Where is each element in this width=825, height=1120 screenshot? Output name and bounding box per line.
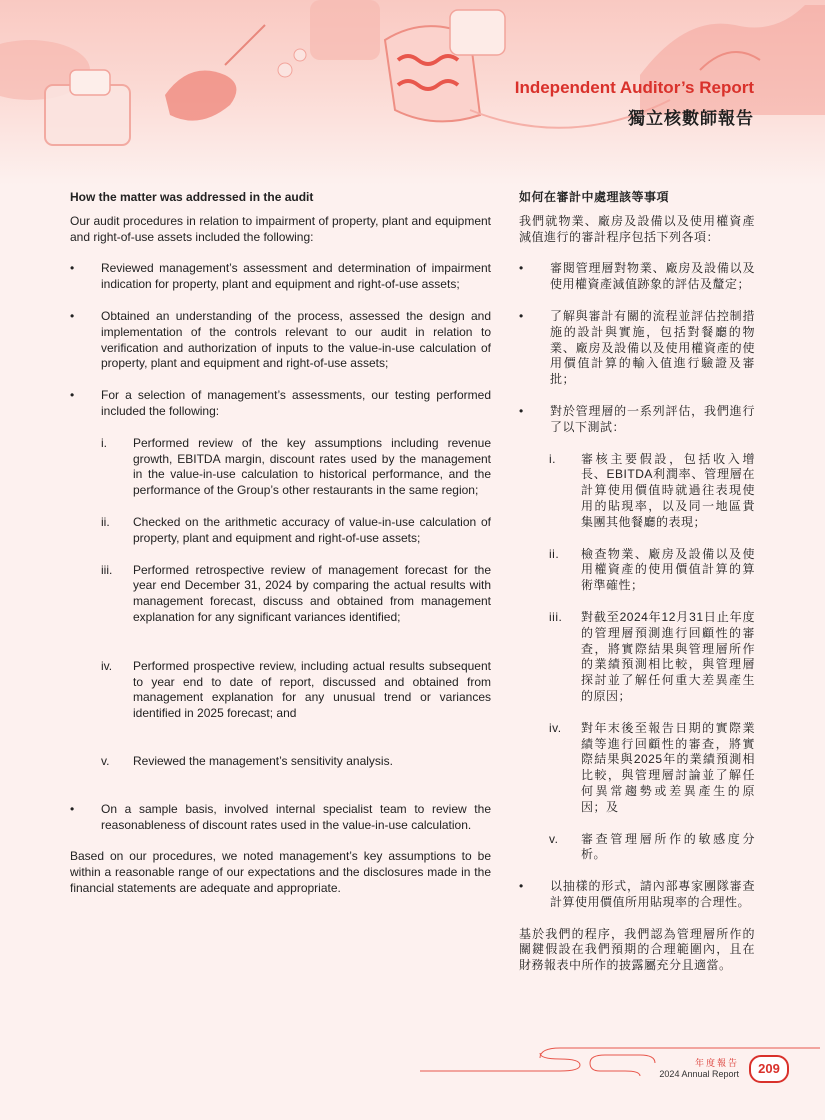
sub-item-number: i. xyxy=(101,435,107,450)
section-heading-zh: 如何在審計中處理該等事項 xyxy=(519,190,670,204)
sub-item-number: v. xyxy=(549,831,559,846)
intro-paragraph-en: Our audit procedures in relation to impairment of property, plant and equipment and right-of-use assets included the following: xyxy=(70,213,491,244)
sub-list-item xyxy=(70,515,491,547)
conclusion-paragraph-zh: 基於我們的程序，我們認為管理層所作的關鍵假設在我們預期的合理範圍內，且在財務報表中所作的披露屬充分且適當。 xyxy=(519,926,755,973)
sub-list-item xyxy=(519,721,755,816)
section-heading-en: How the matter was addressed in the audit xyxy=(70,190,314,204)
bullet-icon: • xyxy=(519,261,524,276)
list-item xyxy=(70,309,491,372)
bullet-icon: • xyxy=(70,801,75,816)
bullet-icon: • xyxy=(519,879,524,894)
bullet-icon: • xyxy=(519,403,524,418)
list-item xyxy=(519,404,755,436)
list-item xyxy=(70,388,491,420)
sub-list-item xyxy=(70,436,491,499)
bullet-text: Obtained an understanding of the process, assessed the design and implementation of the controls relevant to our audit in relation to verification and authorization of inputs to the value-in-use calculation of property, plant and equipment and right-of-use assets; xyxy=(101,308,491,371)
sub-item-text: 對截至2024年12月31日止年度的管理層預測進行回顧性的審查，將實際結果與管理層所作的業績預測相比較，與管理層探討並了解任何重大差異產生的原因； xyxy=(581,609,755,703)
sub-item-text: Performed retrospective review of management forecast for the year end December 31, 2024 by comparing the actual results with management forecast, discuss and obtained from management explanation for any significant variances identified; xyxy=(133,562,491,624)
sub-list-item xyxy=(519,610,755,705)
sub-item-text: Checked on the arithmetic accuracy of value-in-use calculation of property, plant and equipment and right-of-use assets; xyxy=(133,514,491,545)
sub-item-number: iv. xyxy=(549,720,562,735)
sub-list-item xyxy=(70,754,491,770)
intro-paragraph-zh: 我們就物業、廠房及設備以及使用權資產減值進行的審計程序包括下列各項： xyxy=(519,213,755,244)
conclusion-paragraph-en: Based on our procedures, we noted management’s key assumptions to be within a reasonable range of our expectations and the disclosures made in the financial statements are adequate and appropriate. xyxy=(70,849,491,895)
list-item xyxy=(70,261,491,293)
page-number: 209 xyxy=(749,1055,789,1083)
sub-list-item xyxy=(70,659,491,722)
sub-item-text: 審查管理層所作的敏感度分析。 xyxy=(581,831,755,862)
sub-item-text: Performed review of the key assumptions including revenue growth, EBITDA margin, discount rates used by the management in the value-in-use calculation to historical performance, and the performance of the Group’s other restaurants in the same region; xyxy=(133,435,491,498)
list-item xyxy=(519,879,755,911)
sub-list-item xyxy=(519,452,755,531)
sub-list-item xyxy=(70,563,491,626)
bullet-icon: • xyxy=(70,308,75,323)
report-title-zh: 獨立核數師報告 xyxy=(628,109,754,128)
bullet-text: Reviewed management’s assessment and determination of impairment indication for property, plant and equipment and right-of-use assets; xyxy=(101,261,491,292)
sub-item-text: 檢查物業、廠房及設備以及使用權資產的使用價值計算的算術準確性； xyxy=(581,546,755,593)
footer-label-en: 2024 Annual Report xyxy=(659,1069,739,1079)
sub-item-number: iv. xyxy=(101,658,113,673)
chinese-column xyxy=(519,190,755,974)
bullet-text: 審閱管理層對物業、廠房及設備以及使用權資產減值跡象的評估及釐定； xyxy=(550,261,755,292)
sub-list-item xyxy=(519,832,755,864)
bullet-text: 了解與審計有關的流程並評估控制措施的設計與實施，包括對餐廳的物業、廠房及設備以及使用權資產的使用價值計算的輸入值進行驗證及審批； xyxy=(550,308,755,387)
sub-item-text: 對年末後至報告日期的實際業績等進行回顧性的審查，將實際結果與2025年的業績預測相比較，與管理層討論並了解任何異常趨勢或差異產生的原因；及 xyxy=(581,720,755,814)
bullet-icon: • xyxy=(519,308,524,323)
sub-item-text: Performed prospective review, including actual results subsequent to year end to date of report, discussed and obtained from management explanation for any unusual trend or variances identified in 2025 forecast; and xyxy=(133,658,491,721)
sub-item-number: iii. xyxy=(549,609,563,624)
bullet-icon: • xyxy=(70,388,75,403)
list-item xyxy=(519,261,755,293)
sub-item-number: ii. xyxy=(549,546,560,561)
sub-list-item xyxy=(519,547,755,594)
bullet-text: 對於管理層的一系列評估，我們進行了以下測試： xyxy=(550,403,755,434)
sub-item-number: i. xyxy=(549,451,556,466)
bullet-text: For a selection of management’s assessments, our testing performed included the following: xyxy=(101,388,491,418)
list-item xyxy=(519,309,755,388)
bullet-icon: • xyxy=(70,261,75,276)
footer-label-zh: 年度報告 xyxy=(694,1058,739,1068)
list-item xyxy=(70,802,491,834)
english-column xyxy=(70,190,491,897)
sub-item-number: ii. xyxy=(101,514,110,529)
sub-item-number: v. xyxy=(101,753,110,768)
bullet-text: 以抽樣的形式，請內部專家團隊審查計算使用價值所用貼現率的合理性。 xyxy=(550,879,755,909)
sub-item-text: Reviewed the management’s sensitivity analysis. xyxy=(133,753,393,768)
footer-wave-icon xyxy=(0,1040,825,1120)
bullet-text: On a sample basis, involved internal specialist team to review the reasonableness of discount rates used in the value-in-use calculation. xyxy=(101,801,491,832)
sub-item-text: 審核主要假設，包括收入增長、EBITDA利潤率、管理層在計算使用價值時就過往表現使用的貼現率，以及同一地區貴集團其他餐廳的表現； xyxy=(581,451,755,529)
report-title-en: Independent Auditor’s Report xyxy=(514,78,754,97)
sub-item-number: iii. xyxy=(101,562,113,577)
